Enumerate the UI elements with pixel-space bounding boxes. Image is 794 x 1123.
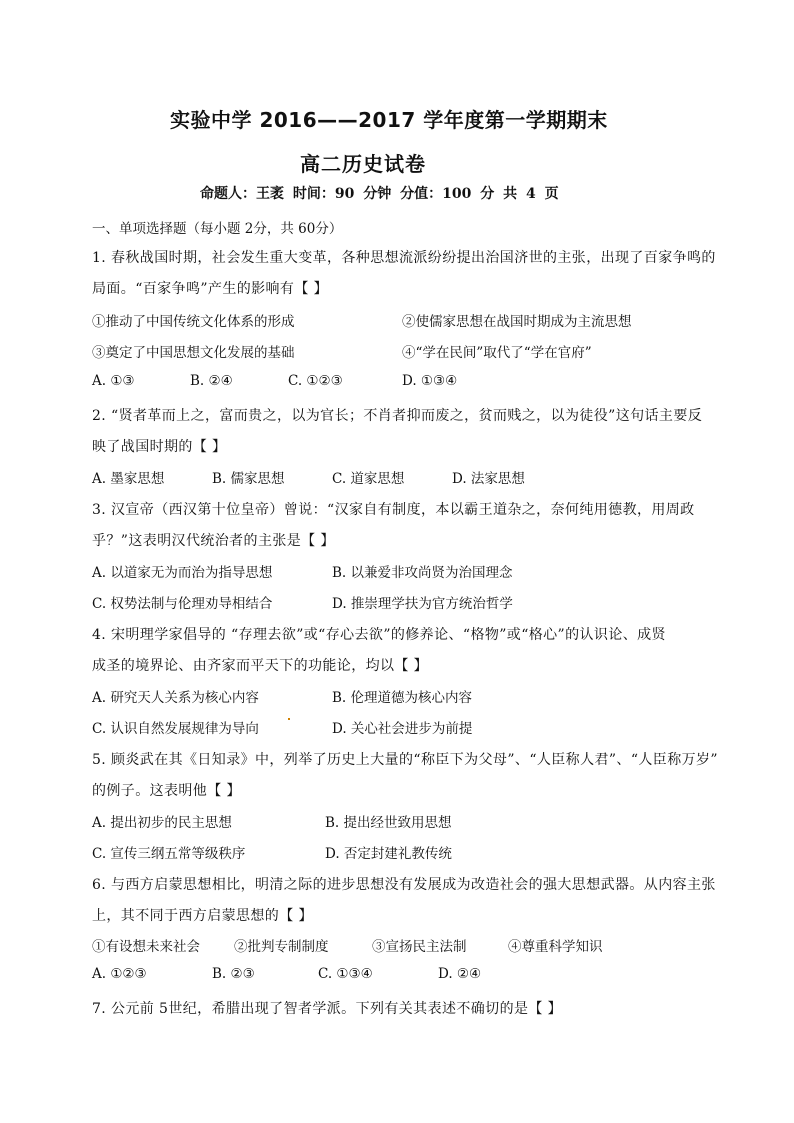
q1-option-d: D. ①③④ [402, 373, 458, 389]
q6-statement-2: ②批判专制制度 [234, 939, 329, 955]
q1-option-a: A. ①③ [92, 373, 135, 389]
q1-stem-line1: 1. 春秋战国时期，社会发生重大变革，各种思想流派纷纷提出治国济世的主张，出现了百家争鸣的 [92, 250, 716, 266]
q6-option-b: B. ②③ [212, 966, 255, 982]
q1-option-c: C. ①②③ [288, 373, 343, 389]
q4-stem-line2: 成圣的境界论、由齐家而平天下的功能论，均以【 】 [92, 658, 429, 674]
stray-mark [288, 718, 290, 720]
q2-option-d: D. 法家思想 [452, 471, 525, 487]
q2-option-a: A. 墨家思想 [92, 471, 165, 487]
q5-option-a: A. 提出初步的民主思想 [92, 815, 232, 831]
q2-stem-line2: 映了战国时期的【 】 [92, 439, 227, 455]
q3-stem-line1: 3. 汉宣帝（西汉第十位皇帝）曾说：“汉家自有制度，本以霸王道杂之，奈何纯用德教，用周政 [92, 502, 695, 518]
q1-stem-line2: 局面。“百家争鸣”产生的影响有【 】 [92, 281, 328, 297]
q2-stem-line1: 2. “贤者革而上之，富而贵之，以为官长；不肖者抑而废之，贫而贱之，以为徒役”这句话主要反 [92, 408, 703, 424]
q7-stem-line1: 7. 公元前 5世纪，希腊出现了智者学派。下列有关其表述不确切的是【 】 [92, 1001, 563, 1017]
q1-statement-2: ②使儒家思想在战国时期成为主流思想 [402, 314, 632, 330]
q6-option-c: C. ①③④ [318, 966, 373, 982]
q5-option-b: B. 提出经世致用思想 [325, 815, 452, 831]
exam-title: 实验中学 2016——2017 学年度第一学期期末 [170, 108, 608, 132]
q1-statement-1: ①推动了中国传统文化体系的形成 [92, 314, 295, 330]
q2-option-b: B. 儒家思想 [212, 471, 285, 487]
q4-option-a: A. 研究天人关系为核心内容 [92, 690, 259, 706]
q5-stem-line1: 5. 顾炎武在其《日知录》中，列举了历史上大量的“称臣下为父母”、“人臣称人君”、“人臣称万岁” [92, 752, 718, 768]
q6-option-d: D. ②④ [438, 966, 482, 982]
q4-stem-line1: 4. 宋明理学家倡导的 “存理去欲”或“存心去欲”的修养论、“格物”或“格心”的认识论、成贤 [92, 627, 666, 643]
exam-subtitle: 高二历史试卷 [300, 152, 426, 176]
q3-option-b: B. 以兼爱非攻尚贤为治国理念 [332, 565, 513, 581]
q2-option-c: C. 道家思想 [332, 471, 405, 487]
q6-statement-4: ④尊重科学知识 [508, 939, 603, 955]
q6-stem-line2: 上，其不同于西方启蒙思想的【 】 [92, 908, 313, 924]
section-heading: 一、单项选择题（每小题 2分，共 60分） [92, 221, 343, 237]
q4-option-b: B. 伦理道德为核心内容 [332, 690, 473, 706]
q6-statement-1: ①有设想未来社会 [92, 939, 200, 955]
exam-meta: 命题人：王袤 时间：90 分钟 分值：100 分 共 4 页 [200, 186, 559, 202]
q1-statement-4: ④“学在民间”取代了“学在官府” [402, 345, 592, 361]
q1-statement-3: ③奠定了中国思想文化发展的基础 [92, 345, 295, 361]
q1-option-b: B. ②④ [190, 373, 233, 389]
q6-stem-line1: 6. 与西方启蒙思想相比，明清之际的进步思想没有发展成为改造社会的强大思想武器。从内容主张 [92, 877, 716, 893]
q3-option-d: D. 推崇理学扶为官方统治哲学 [332, 596, 513, 612]
q6-statement-3: ③宣扬民主法制 [372, 939, 467, 955]
q5-option-c: C. 宣传三纲五常等级秩序 [92, 846, 246, 862]
q3-option-a: A. 以道家无为而治为指导思想 [92, 565, 273, 581]
q4-option-c: C. 认识自然发展规律为导向 [92, 721, 259, 737]
q4-option-d: D. 关心社会进步为前提 [332, 721, 473, 737]
q6-option-a: A. ①②③ [92, 966, 147, 982]
q3-stem-line2: 乎？”这表明汉代统治者的主张是【 】 [92, 533, 335, 549]
q5-option-d: D. 否定封建礼教传统 [325, 846, 452, 862]
q3-option-c: C. 权势法制与伦理劝导相结合 [92, 596, 273, 612]
q5-stem-line2: 的例子。这表明他【 】 [92, 783, 241, 799]
